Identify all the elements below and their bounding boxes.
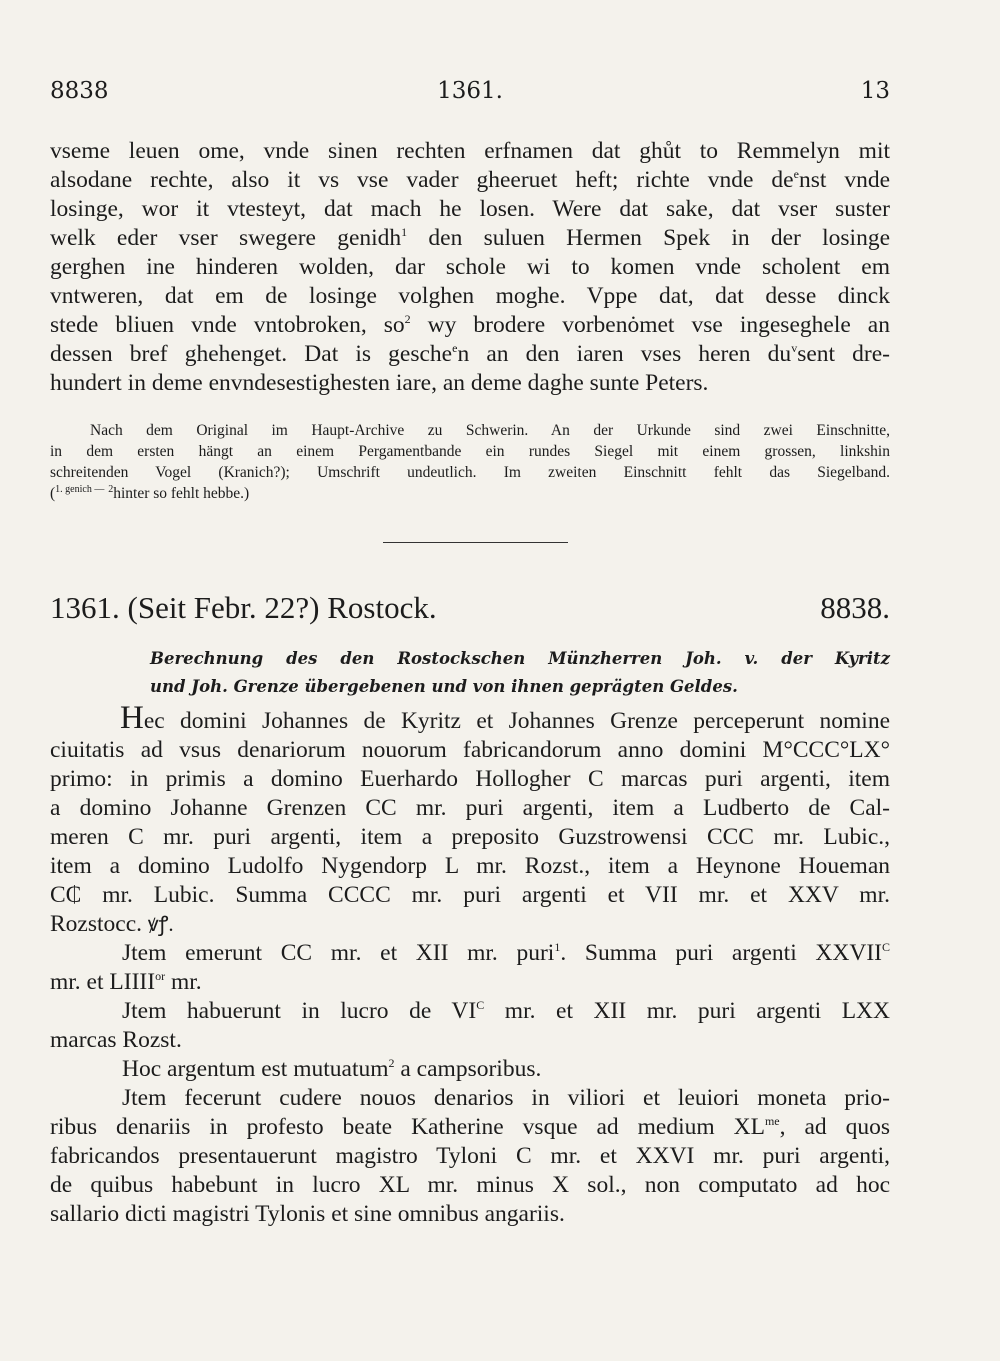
footnote-line: ($^{1. genich —}$ $^2$hinter so fehlt hebbe.) xyxy=(50,484,250,502)
text-line: gerghen ine hinderen wolden, dar schole wi to komen vnde scholent em xyxy=(50,254,890,280)
text-line: Jtem habuerunt in lucro de $VI^C$ mr. et XII mr. puri argenti LXX xyxy=(122,998,891,1024)
text-line: a domino Johanne Grenzen CC mr. puri argenti, item a Ludberto de Cal- xyxy=(50,795,890,821)
previous-document-text xyxy=(50,137,890,398)
page-number: 13 xyxy=(860,78,890,104)
text-line: primo: in primis a domino Euerhardo Hollogher C marcas puri argenti, item xyxy=(50,766,890,792)
text-line: welk eder vser swegere genidh$^1$ den suluen Hermen Spek in der losinge xyxy=(50,225,890,251)
running-head xyxy=(50,78,890,112)
text-line: hundert in deme envndesestighesten iare, an deme daghe sunte Peters. xyxy=(50,370,709,396)
text-line: item a domino Ludolfo Nygendorp L mr. Rozst., item a Heynone Houeman xyxy=(50,853,890,879)
footnote-ref: 1 xyxy=(554,940,561,954)
text-line: meren C mr. puri argenti, item a preposito Guzstrowensi CCC mr. Lubic., xyxy=(50,824,890,850)
document-text xyxy=(50,700,891,1229)
regest-summary xyxy=(150,645,890,701)
text-line: ciuitatis ad vsus denariorum nouorum fabricandorum anno domini M°CCC°LX° xyxy=(50,737,890,763)
text-line: dessen bref ghehenget. Dat is gesche$^e$n an den iaren vses heren $du^vsent$ dre- xyxy=(50,341,891,367)
text-line: Hoc argentum est mutuatum$^2$ a campsoribus. xyxy=(122,1056,542,1082)
document-number-left: 8838 xyxy=(50,78,109,104)
text-line: mr. et $LIIII^{or}$ mr. xyxy=(50,969,202,995)
text-line: Hec domini Johannes de Kyritz et Johannes Grenze perceperunt nomine xyxy=(120,700,890,736)
footnote-ref: 2 xyxy=(388,1056,395,1070)
regest-line: und Joh. Grenze übergebenen und von ihnen geprägten Geldes. xyxy=(150,677,738,696)
footnote-ref: 1 xyxy=(401,225,408,239)
text-line: losinge, wor it vtesteyt, dat mach he losen. Were dat sake, dat vser suster xyxy=(50,196,890,222)
text-line: fabricandos presentauerunt magistro Tyloni C mr. et XXVI mr. puri argenti, xyxy=(50,1143,890,1169)
document-date-place: 1361. (Seit Febr. 22?) Rostock. xyxy=(50,590,437,625)
text-line: Rozstocc. ꝟꝭ. xyxy=(50,911,174,937)
text-line: vseme leuen ome, vnde sinen rechten erfnamen dat ghůt to Remmelyn mit xyxy=(50,138,890,164)
regest-line: Berechnung des den Rostockschen Münzherren Joh. v. der Kyritz xyxy=(150,649,890,668)
document-number: 8838. xyxy=(820,590,890,625)
text-line: Jtem fecerunt cudere nouos denarios in viliori et leuiori moneta prio- xyxy=(122,1085,890,1111)
text-line: de quibus habebunt in lucro XL mr. minus X sol., non computato ad hoc xyxy=(50,1172,890,1198)
footnote-ref: 2 xyxy=(404,312,411,326)
text-line: ribus denariis in profesto beate Katherine vsque ad medium $XL^{me}$, ad quos xyxy=(50,1114,890,1140)
section-divider xyxy=(383,542,568,543)
text-line: alsodane rechte, also it vs vse vader gheeruet heft; richte vnde $de^enst$ vnde xyxy=(50,167,890,193)
text-line: sallario dicti magistri Tylonis et sine omnibus angariis. xyxy=(50,1201,565,1227)
text-line: Jtem emerunt CC mr. et XII mr. puri$^1$. Summa puri argenti $XXVII^C$ xyxy=(122,940,890,966)
text-line: C₵ mr. Lubic. Summa CCCC mr. puri argenti et VII mr. et XXV mr. xyxy=(50,882,890,908)
text-line: stede bliuen vnde vntobroken, $so^2$ wy brodere vorbenȯmet vse ingeseghele an xyxy=(50,312,890,338)
initial-letter: H xyxy=(120,700,144,736)
running-year: 1361. xyxy=(437,78,503,104)
text-line: vntweren, dat em de losinge volghen moghe. Vppe dat, dat desse dinck xyxy=(50,283,890,309)
abbreviation-mark: ꝟꝭ. xyxy=(147,912,174,936)
footnote-line: in dem ersten hängt an einem Pergamentbande ein rundes Siegel mit einem grossen, linkshin xyxy=(50,443,890,460)
footnote-line: schreitenden Vogel (Kranich?); Umschrift undeutlich. Im zweiten Einschnitt fehlt das Siegelband. xyxy=(50,464,890,481)
text-line: marcas Rozst. xyxy=(50,1027,182,1053)
document-heading xyxy=(50,590,890,630)
source-footnote xyxy=(50,420,890,504)
footnote-line: Nach dem Original im Haupt-Archive zu Schwerin. An der Urkunde sind zwei Einschnitte, xyxy=(90,422,890,439)
